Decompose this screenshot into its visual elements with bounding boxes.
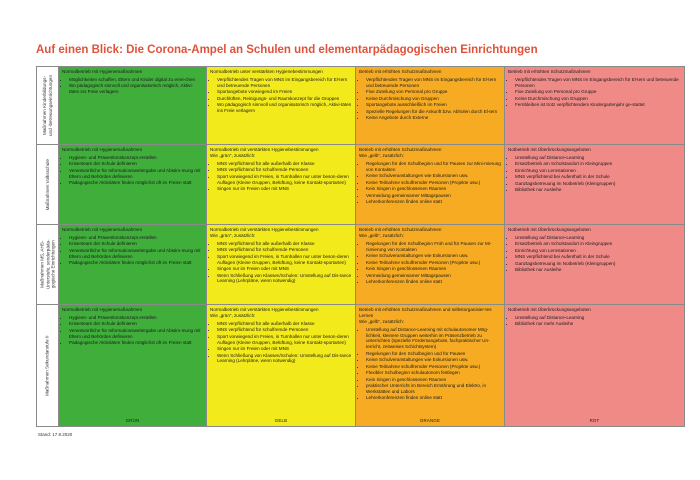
measure-list: [62, 235, 203, 266]
measure-list: [210, 77, 352, 114]
measure-item: • Krisenteam der Schule definieren: [69, 241, 203, 247]
cell-heading: Betrieb mit erhöhten Schutzmaßnahmen Wie „gelb“, zusätzlich:: [359, 227, 442, 238]
measure-item: • Umstellung auf Distance-Learning mit schulautonomer Mög-lichkeit, kleinere Gruppen weiterhin im Präsenzbetrieb zu unterrichten (spezielle Fördersangebote, fachpraktischer Un-terricht, zeitweises Schichtsystem): [366, 327, 501, 351]
measure-item: • Sportangebote ausschließlich im Freien: [366, 102, 501, 108]
cell-yellow: [207, 145, 356, 225]
measure-item: • Pädagogische Aktivitäten finden möglichst oft im Freien statt: [69, 340, 203, 346]
measure-item: • Sport vorwiegend im Freien, in Turnhallen nur unter beson-deren Auflagen (Kleine Gruppen, Belüftung, keine Kontakt-sportarten): [217, 174, 352, 186]
measure-item: • MNS verpflichtend bei Aufenthalt in der Schule: [515, 174, 681, 180]
measure-list: [508, 315, 681, 327]
measure-item: • Ersatzbetrieb am Schulstandort in Kleingruppen: [515, 241, 681, 247]
cell-heading: Normalbetrieb mit verstärkten Hygienebestimmungen Wie „grün“, zusätzlich:: [210, 307, 319, 318]
measure-item: • Umstellung auf Distance-Learning: [515, 155, 681, 161]
cell-red: [505, 145, 685, 225]
row-label: [37, 145, 59, 225]
measure-item: • MNS verpflichtend für schulfremde Personen: [217, 327, 352, 333]
cell-orange: [356, 145, 505, 225]
measure-item: • Pädagogische Aktivitäten finden möglichst oft im Freien statt: [69, 180, 203, 186]
measure-item: • MNS verpflichtend bei Aufenthalt in der Schule: [515, 254, 681, 260]
cell-heading: Notbetrieb mit Überbrückungsangeboten: [508, 227, 591, 232]
measure-item: • Fernbleiben ist trotz verpflichtendem Kindergartenjahr ge-stattet: [515, 102, 681, 108]
color-label-green: GRÜN: [125, 418, 140, 424]
cell-orange: [356, 305, 505, 427]
measure-item: • Sport vorwiegend im Freien, in Turnhallen nur unter beson-deren Auflagen (Kleine Gruppen, Belüftung, keine Kontakt-sportarten): [217, 334, 352, 346]
measure-item: • Möglichkeiten schaffen, Eltern und Kinder digital zu errei-chen: [69, 77, 203, 83]
measure-item: • Singen nur im Freien oder mit MNS: [217, 186, 352, 192]
measure-item: • Keine Teilnahme schulfremder Personen (Projekte usw.): [366, 180, 501, 186]
corona-ampel-table: [36, 66, 685, 427]
row-label: [37, 67, 59, 145]
measure-list: [508, 235, 681, 273]
measure-item: • Regelungen für den Schulbeginn und für Pausen: [366, 351, 501, 357]
measure-item: • Hygiene- und Präventionskonzept erstellen: [69, 155, 203, 161]
measure-item: • Flexibler Schulbeginn schulautonom festlegen: [366, 370, 501, 376]
cell-green: [59, 225, 207, 305]
measure-item: • praktischer Unterricht im Bereich Ernährung und Elektro, in Werkstätten und Labors: [366, 383, 501, 395]
measure-item: • Keine Schulveranstaltungen wie Exkursionen usw.: [366, 357, 501, 363]
measure-list: [62, 77, 203, 95]
measure-item: • Hygiene- und Präventionskonzept erstellen: [69, 235, 203, 241]
measure-item: • Verpflichtendes Tragen von MNS im Eingangsbereich für El-tern und betreuende Personen: [217, 77, 352, 89]
cell-red: [505, 305, 685, 427]
measure-item: • Vermeidung gemeinsamer Mittagspausen: [366, 193, 501, 199]
row-label: [37, 225, 59, 305]
measure-item: • Ersatzbetrieb am Schulstandort in Kleingruppen: [515, 161, 681, 167]
row-label-text: Maßnahmen Volksschule: [44, 158, 50, 211]
measure-item: • Ganztagsbetreuung im Notbetrieb (Kleingruppen): [515, 261, 681, 267]
measure-list: [508, 77, 681, 108]
cell-heading: Betrieb mit erhöhten Schutzmaßnahmen: [508, 69, 591, 74]
measure-item: • Wenn Schließung von Klassen/Schulen: Umstellung auf Dis-tance Learning (Lehrpläne, wenn notwendig): [217, 273, 352, 285]
cell-red: [505, 67, 685, 145]
cell-red: [505, 225, 685, 305]
measure-item: • Verantwortliche für Informationsweitergabe und Abstim-mung mit Eltern und Behörden definieren: [69, 168, 203, 180]
measure-item: • Einrichtung von Lernstationen: [515, 168, 681, 174]
measure-item: • Umstellung auf Distance-Learning: [515, 235, 681, 241]
cell-heading: Betrieb mit erhöhten Schutzmaßnahmen: [359, 69, 442, 74]
measure-list: [210, 321, 352, 365]
cell-heading: Normalbetrieb mit Hygienemaßnahmen: [62, 227, 143, 232]
cell-green: [59, 305, 207, 427]
measure-list: [359, 241, 501, 285]
cell-heading: Normalbetrieb mit verstärkten Hygienebestimmungen Wie „grün“, zusätzlich:: [210, 227, 319, 238]
measure-item: • Regelungen für den Schulbeginn und für Pausen zur Mini-mierung von Kontakten: [366, 161, 501, 173]
cell-green: [59, 67, 207, 145]
measure-item: • Bibliothek nur Ausleihe: [515, 267, 681, 273]
measure-item: • Lehrerkonferenzen finden online statt: [366, 199, 501, 205]
measure-item: • Sportangebote vorwiegend im Freien: [217, 89, 352, 95]
measure-item: • Bibliothek nur mehr Ausleihe: [515, 321, 681, 327]
color-label-orange: ORANGE: [419, 418, 441, 424]
measure-item: • MNS verpflichtend für alle außerhalb der Klasse: [217, 161, 352, 167]
color-label-red: ROT: [589, 418, 600, 424]
measure-list: [62, 315, 203, 346]
measure-list: [62, 155, 203, 186]
cell-heading: Notbetrieb mit Überbrückungsangeboten: [508, 307, 591, 312]
document-title: Auf einen Blick: Die Corona-Ampel an Schulen und elementarpädagogischen Einrichtungen: [36, 44, 538, 56]
measure-item: • Keine Durchmischung von Gruppen: [366, 96, 501, 102]
cell-heading: Betrieb mit erhöhten Schutzmaßnahmen Wie „gelb“, zusätzlich:: [359, 147, 442, 158]
cell-heading: Betrieb mit erhöhten Schutzmaßnahmen und selbstorganisier-tes Lernen Wie „gelb“, zusätzlich:: [359, 307, 492, 324]
measure-item: • Singen nur im Freien oder mit MNS: [217, 266, 352, 272]
measure-list: [508, 155, 681, 193]
cell-heading: Normalbetrieb mit verstärkten Hygienebestimmungen Wie „grün“, zusätzlich:: [210, 147, 319, 158]
measure-item: • Umstellung auf Distance-Learning: [515, 315, 681, 321]
row-label-text: Maßnahmen MS, AHS- Unterstufe, sonderpäda- gogische Einrichtungen: [39, 239, 56, 290]
measure-list: [359, 161, 501, 205]
measure-item: • Verantwortliche für Informationsweitergabe und Abstim-mung mit Eltern und Behörden definieren: [69, 328, 203, 340]
measure-item: • Ganztagsbetreuung im Notbetrieb (Kleingruppen): [515, 181, 681, 187]
measure-list: [210, 161, 352, 192]
measure-item: • Lehrerkonferenzen finden online statt: [366, 279, 501, 285]
cell-yellow: [207, 225, 356, 305]
measure-item: • Spezielle Regelungen für die Ankunft bzw. Abholen durch El-tern: [366, 109, 501, 115]
measure-item: • Kein Singen in geschlossenen Räumen: [366, 186, 501, 192]
measure-item: • Krisenteam der Schule definieren: [69, 321, 203, 327]
cell-yellow: [207, 305, 356, 427]
measure-item: • MNS verpflichtend für schulfremde Personen: [217, 167, 352, 173]
measure-item: • Wenn Schließung von Klassen/Schulen: Umstellung auf Dis-tance Learning (Lehrpläne, wenn notwendig): [217, 353, 352, 365]
cell-yellow: [207, 67, 356, 145]
cell-green: [59, 145, 207, 225]
measure-item: • Wo pädagogisch sinnvoll und organisatorisch möglich, Aktivi-täten ins Freie verlagern: [69, 83, 203, 95]
measure-item: • Keine Angebote durch Externe: [366, 115, 501, 121]
measure-item: • Keine Schulveranstaltungen wie Exkursionen usw.: [366, 173, 501, 179]
cell-orange: [356, 225, 505, 305]
measure-list: [210, 241, 352, 285]
measure-item: • Verpflichtendes Tragen von MNS im Eingangsbereich für El-tern und betreuende Personen: [366, 77, 501, 89]
color-label-yellow: GELB: [274, 418, 288, 424]
cell-heading: Notbetrieb mit Überbrückungsangeboten: [508, 147, 591, 152]
measure-item: • Pädagogische Aktivitäten finden möglichst oft im Freien statt: [69, 260, 203, 266]
cell-heading: Normalbetrieb mit Hygienemaßnahmen: [62, 147, 143, 152]
measure-item: • MNS verpflichtend für alle außerhalb der Klasse: [217, 321, 352, 327]
measure-item: • Keine Teilnahme schulfremder Personen (Projekte usw.): [366, 260, 501, 266]
stand-date: Stand: 17.8.2020: [38, 432, 73, 437]
measure-item: • Kein Singen in geschlossenen Räumen: [366, 377, 501, 383]
measure-item: • Durchlüften, Reinigungs- und Raumkonzept für die Gruppen: [217, 96, 352, 102]
measure-item: • Kein Singen in geschlossenen Räumen: [366, 266, 501, 272]
measure-item: • Sport vorwiegend im Freien, in Turnhallen nur unter beson-deren Auflagen (Kleine Gruppen, Belüftung, keine Kontakt-sportarten): [217, 254, 352, 266]
measure-item: • MNS verpflichtend für schulfremde Personen: [217, 247, 352, 253]
measure-item: • Keine Teilnahme schulfremder Personen (Projekte usw.): [366, 364, 501, 370]
measure-item: • Keine Schulveranstaltungen wie Exkursionen usw.: [366, 253, 501, 259]
measure-item: • Wo pädagogisch sinnvoll und organisatorisch möglich, Aktivi-täten ins Freie verlagern: [217, 102, 352, 114]
measure-item: • Keine Durchmischung von Gruppen: [515, 96, 681, 102]
measure-item: • Regelungen für den Schulbeginn Früh und für Pausen zur Mi-nimierung von Kontakten: [366, 241, 501, 253]
row-label-text: Maßnahmen Kinderbildungs- und -betreuungseinrichtungen: [42, 74, 53, 137]
measure-item: • Vermeidung gemeinsamer Mittagspausen: [366, 273, 501, 279]
cell-orange: [356, 67, 505, 145]
measure-item: • Krisenteam der Schule definieren: [69, 161, 203, 167]
measure-list: [359, 77, 501, 121]
measure-item: • Singen nur im Freien oder mit MNS: [217, 346, 352, 352]
measure-item: • MNS verpflichtend für alle außerhalb der Klasse: [217, 241, 352, 247]
row-label-text: Maßnahmen Sekundarstufe II: [44, 335, 50, 396]
measure-item: • Hygiene- und Präventionskonzept erstellen: [69, 315, 203, 321]
measure-item: • Bibliothek nur Ausleihe: [515, 187, 681, 193]
cell-heading: Normalbetrieb mit Hygienemaßnahmen: [62, 307, 143, 312]
measure-item: • Verantwortliche für Informationsweitergabe und Abstim-mung mit Eltern und Behörden definieren: [69, 248, 203, 260]
measure-item: • Lehrerkonferenzen finden online statt: [366, 395, 501, 401]
measure-item: • Fixe Zuteilung von Personal pro Gruppe: [515, 89, 681, 95]
measure-item: • Einrichtung von Lernstationen: [515, 248, 681, 254]
measure-item: • Fixe Zuteilung von Personal pro Gruppe: [366, 89, 501, 95]
measure-list: [359, 327, 501, 402]
measure-item: • Verpflichtendes Tragen von MNS im Eingangsbereich für El-tern und betreuende Personen: [515, 77, 681, 89]
row-label: [37, 305, 59, 427]
cell-heading: Normalbetrieb mit Hygienemaßnahmen: [62, 69, 143, 74]
cell-heading: Normalbetrieb unter verstärkten Hygienebestimmungen: [210, 69, 323, 74]
